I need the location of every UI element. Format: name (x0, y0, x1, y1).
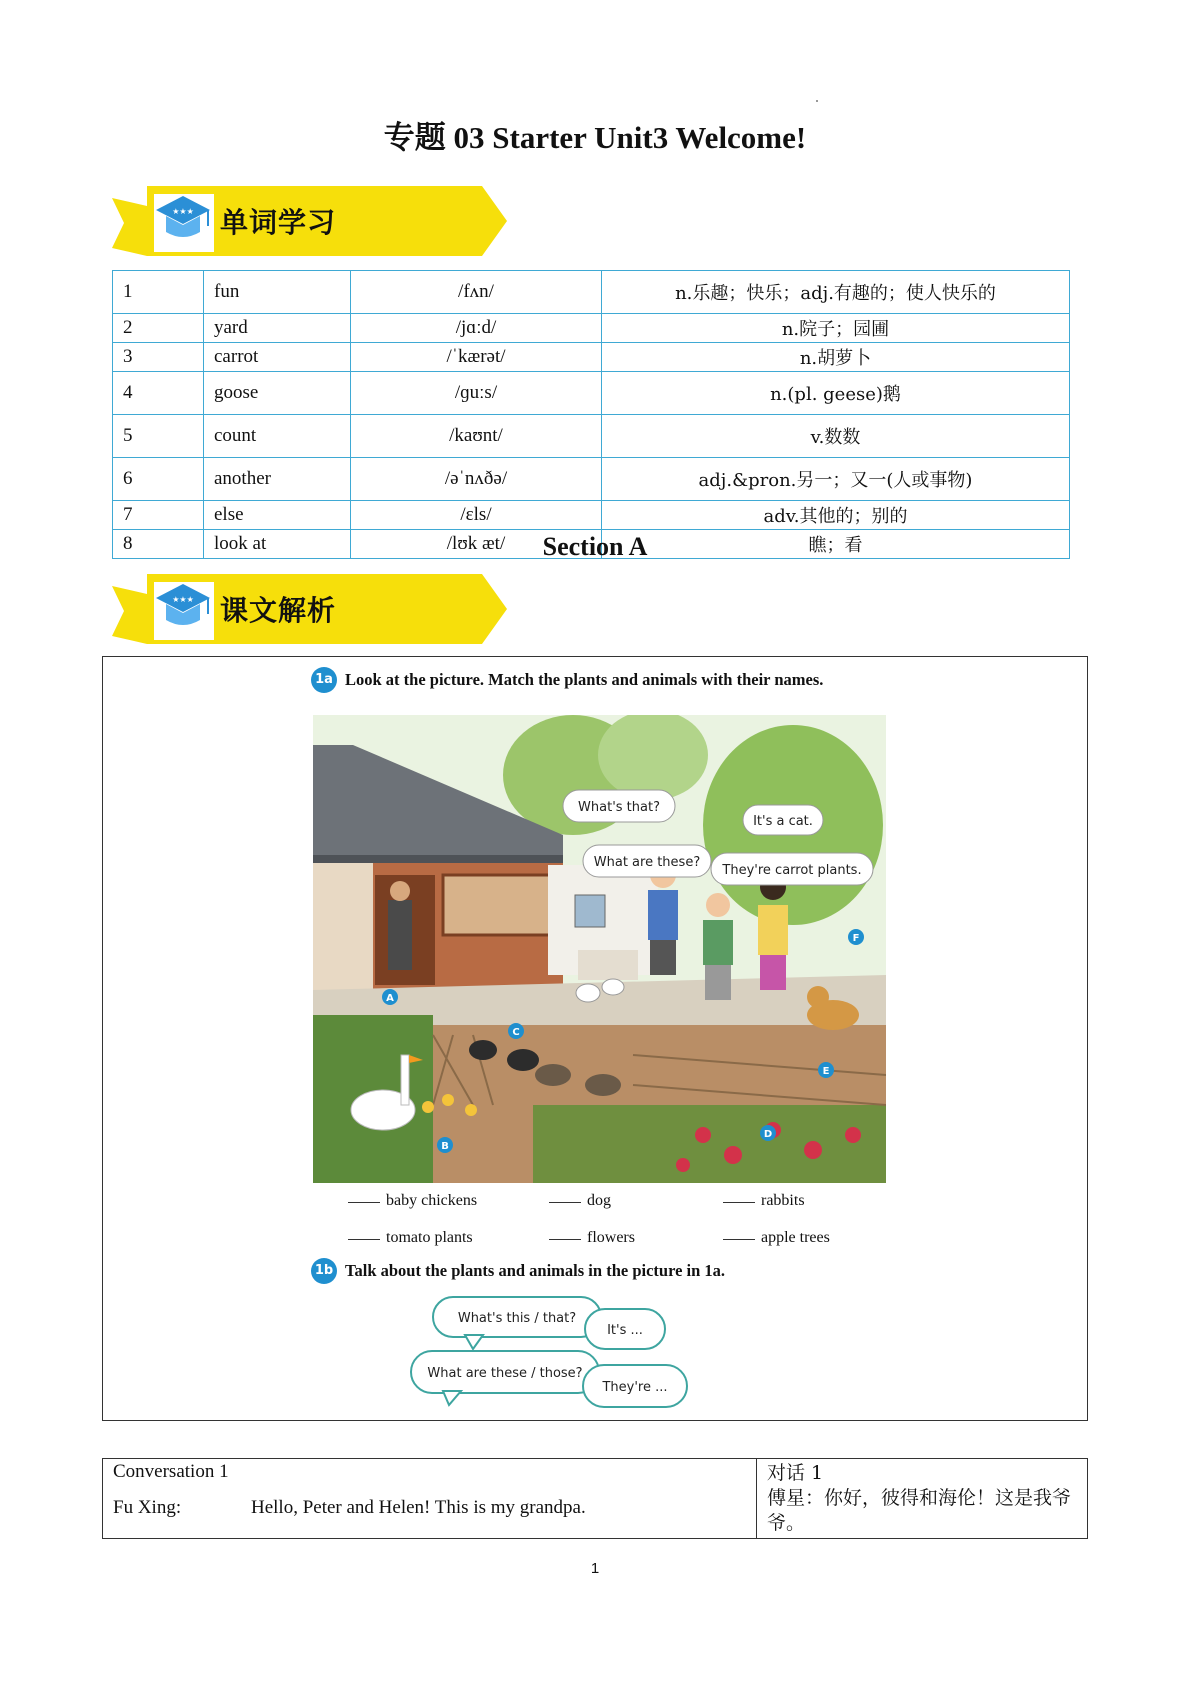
vocab-meaning: adj.&pron.另一；又一(人或事物) (602, 458, 1070, 501)
marker-a: A (386, 993, 394, 1004)
stray-dot (816, 100, 818, 102)
vocab-row (113, 271, 1070, 314)
vocab-row (113, 314, 1070, 343)
vocab-row (113, 458, 1070, 501)
vocab-word: count (204, 415, 351, 458)
page-title: 专题 03 Starter Unit3 Welcome! (383, 120, 807, 155)
vocab-table (112, 270, 1070, 559)
speaker-label: Fu Xing: (113, 1497, 182, 1518)
vocab-number: 7 (113, 501, 204, 530)
vocab-word: else (204, 501, 351, 530)
vocab-heading-label: 单词学习 (220, 206, 337, 239)
vocab-meaning: n.乐趣；快乐；adj.有趣的；使人快乐的 (602, 271, 1070, 314)
instruction-1b (311, 1258, 725, 1284)
marker-c: C (512, 1027, 520, 1038)
vocab-phonetic: /ˈkærət/ (351, 343, 602, 372)
talk-q2: What are these / those? (427, 1366, 583, 1381)
bubble-whats-that: What's that? (578, 800, 660, 815)
option-item: flowers (549, 1229, 635, 1247)
vocab-word: fun (204, 271, 351, 314)
vocab-phonetic: /lʊk æt/ (351, 530, 602, 559)
vocab-meaning: 瞧；看 (602, 530, 1070, 559)
marker-e: E (822, 1066, 830, 1077)
badge-1b: 1b (311, 1258, 337, 1284)
vocab-meaning: v.数数 (602, 415, 1070, 458)
vocab-word: carrot (204, 343, 351, 372)
conversation-table (102, 1458, 1088, 1539)
page-number: 1 (590, 1560, 600, 1577)
talk-a2: They're ... (602, 1380, 668, 1395)
vocab-row (113, 343, 1070, 372)
vocab-number: 4 (113, 372, 204, 415)
instruction-1b-text: Talk about the plants and animals in the picture in 1a. (345, 1261, 726, 1280)
svg-text:★★★: ★★★ (172, 595, 194, 604)
talk-a1: It's ... (607, 1323, 643, 1338)
bubble-what-are-these: What are these? (593, 855, 701, 870)
vocab-phonetic: /əˈnʌðə/ (351, 458, 602, 501)
vocab-phonetic: /jɑːd/ (351, 314, 602, 343)
vocab-number: 2 (113, 314, 204, 343)
vocab-word: look at (204, 530, 351, 559)
graduation-cap-icon (152, 188, 214, 250)
conversation-line-cn: 傅星：你好，彼得和海伦！这是我爷爷。 (767, 1487, 1072, 1534)
vocab-word: another (204, 458, 351, 501)
vocab-meaning: adv.其他的；别的 (602, 501, 1070, 530)
vocab-row (113, 372, 1070, 415)
conversation-heading-cn: 对话 1 (767, 1462, 824, 1484)
instruction-1a (311, 667, 823, 693)
section-a-heading: Section A (542, 532, 648, 561)
option-item: tomato plants (348, 1229, 473, 1247)
conversation-chinese (757, 1459, 1088, 1539)
marker-b: B (441, 1141, 449, 1152)
vocab-row (113, 501, 1070, 530)
textbook-excerpt (102, 656, 1088, 1421)
vocab-number: 8 (113, 530, 204, 559)
vocab-phonetic: /fʌn/ (351, 271, 602, 314)
vocab-meaning: n.胡萝卜 (602, 343, 1070, 372)
marker-f: F (852, 933, 860, 944)
option-item: apple trees (723, 1229, 830, 1247)
option-item: rabbits (723, 1192, 805, 1210)
conversation-heading-en: Conversation 1 (113, 1461, 229, 1482)
vocab-heading-banner (112, 186, 507, 256)
vocab-meaning: n.(pl. geese)鹅 (602, 372, 1070, 415)
svg-text:★★★: ★★★ (172, 207, 194, 216)
vocab-number: 5 (113, 415, 204, 458)
conversation-english (103, 1459, 757, 1539)
vocab-word: goose (204, 372, 351, 415)
bubble-its-a-cat: It's a cat. (753, 814, 813, 829)
vocab-phonetic: /ɛls/ (351, 501, 602, 530)
vocab-phonetic: /ɡuːs/ (351, 372, 602, 415)
vocab-word: yard (204, 314, 351, 343)
text-heading-label: 课文解析 (220, 594, 337, 627)
bubble-carrot-plants: They're carrot plants. (722, 863, 862, 878)
vocab-number: 6 (113, 458, 204, 501)
yard-scene-illustration (313, 715, 886, 1183)
talk-q1: What's this / that? (457, 1311, 577, 1326)
option-item: baby chickens (348, 1192, 477, 1210)
vocab-meaning: n.院子；园圃 (602, 314, 1070, 343)
vocab-number: 3 (113, 343, 204, 372)
instruction-1a-text: Look at the picture. Match the plants and animals with their names. (345, 670, 824, 689)
badge-1a: 1a (311, 667, 337, 693)
marker-d: D (763, 1129, 773, 1140)
vocab-row (113, 415, 1070, 458)
option-item: dog (549, 1192, 611, 1210)
talk-bubbles (403, 1291, 693, 1411)
vocab-phonetic: /kaʊnt/ (351, 415, 602, 458)
graduation-cap-icon (152, 576, 214, 638)
conversation-line-en: Hello, Peter and Helen! This is my grandpa. (251, 1497, 586, 1518)
vocab-number: 1 (113, 271, 204, 314)
text-heading-banner (112, 574, 507, 644)
